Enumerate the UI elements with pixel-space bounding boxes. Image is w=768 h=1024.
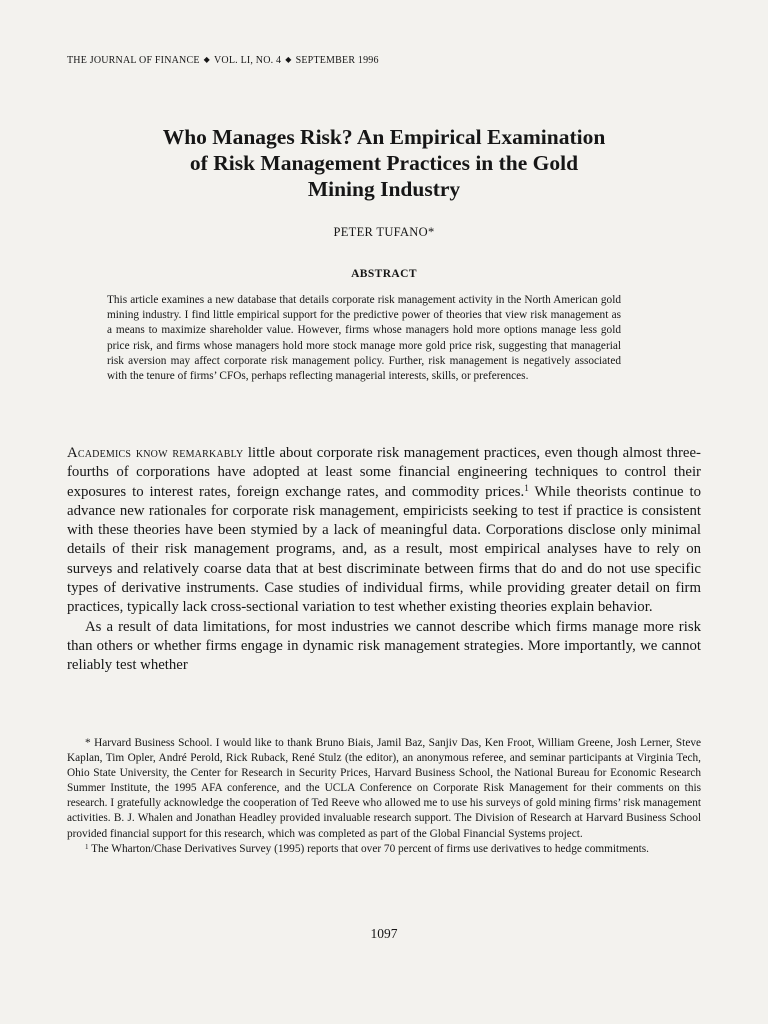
title-line: Who Manages Risk? An Empirical Examination bbox=[162, 125, 606, 149]
lead-in-small-caps: Academics know remarkably bbox=[67, 445, 244, 461]
title-line: of Risk Management Practices in the Gold bbox=[189, 151, 579, 175]
separator-icon: ◆ bbox=[285, 55, 292, 64]
volume-issue: VOL. LI, NO. 4 bbox=[214, 55, 282, 66]
article-title bbox=[70, 124, 698, 202]
publication-date: SEPTEMBER 1996 bbox=[295, 55, 379, 66]
journal-name: THE JOURNAL OF FINANCE bbox=[67, 55, 200, 66]
body-paragraph: As a result of data limitations, for most industries we cannot describe which firms manage more risk than others or whether firms engage in dynamic risk management strategies. More importantly, we cannot reliably test whether bbox=[67, 618, 701, 674]
body-paragraph bbox=[67, 444, 701, 618]
paragraph-text: little about corporate risk management practices, even though almost three-fourths of corporations have adopted at least some financial engineering techniques to control their exposures to interest rates, foreign exchange rates, and commodity prices. bbox=[67, 445, 701, 500]
footnote-marker: 1 bbox=[85, 842, 89, 851]
body-text bbox=[67, 444, 701, 676]
abstract-heading: ABSTRACT bbox=[351, 268, 417, 280]
footnotes bbox=[67, 736, 701, 857]
page-number: 1097 bbox=[370, 926, 398, 941]
footnote-1 bbox=[67, 842, 701, 857]
paragraph-text: While theorists continue to advance new rationales for corporate risk management, empiricists seeking to test if practice is consistent with these theories have been stymied by a lack of meaningful data. Corporations disclose only minimal details of their risk management programs, and, as a result, most empirical analyses have to rely on surveys and relatively coarse data that at best discriminate between firms that do and do not use specific types of derivative instruments. Case studies of individual firms, while providing greater detail on firm practices, typically lack cross-sectional variation to test whether existing theories explain behavior. bbox=[67, 483, 701, 616]
running-head bbox=[67, 55, 379, 66]
author-footnote: * Harvard Business School. I would like to thank Bruno Biais, Jamil Baz, Sanjiv Das, Ken Froot, William Greene, Josh Lerner, Steve Kaplan, Tim Opler, André Perold, Rick Ruback, René Stulz (the editor), an anonymous referee, and seminar participants at Virginia Tech, Ohio State University, the Center for Research in Security Prices, Harvard Business School, the National Bureau for Economic Research Summer Institute, the 1995 AFA conference, and the UCLA Conference on Corporate Risk Management for their comments on this research. I gratefully acknowledge the cooperation of Ted Reeve who allowed me to use his surveys of gold mining firms’ risk management activities. B. J. Whalen and Jonathan Headley provided invaluable research support. The Division of Research at Harvard Business School provided financial support for this research, which was completed as part of the Global Financial Systems project. bbox=[67, 737, 701, 840]
title-line: Mining Industry bbox=[307, 177, 461, 201]
abstract-text: This article examines a new database that details corporate risk management activity in the North American gold mining industry. I find little empirical support for the predictive power of theories that view risk management as a means to maximize shareholder value. However, firms whose managers hold more options manage less gold price risk, and firms whose managers hold more stock manage more gold price risk, suggesting that managerial risk aversion may affect corporate risk management policy. Further, risk management is negatively associated with the tenure of firms’ CFOs, perhaps reflecting managerial interests, skills, or preferences. bbox=[107, 294, 621, 383]
separator-icon: ◆ bbox=[203, 55, 211, 64]
footnote-text: The Wharton/Chase Derivatives Survey (1995) reports that over 70 percent of firms use derivatives to hedge commitments. bbox=[88, 842, 650, 855]
author-name: PETER TUFANO* bbox=[333, 225, 435, 239]
footnote-reference: 1 bbox=[524, 483, 529, 494]
